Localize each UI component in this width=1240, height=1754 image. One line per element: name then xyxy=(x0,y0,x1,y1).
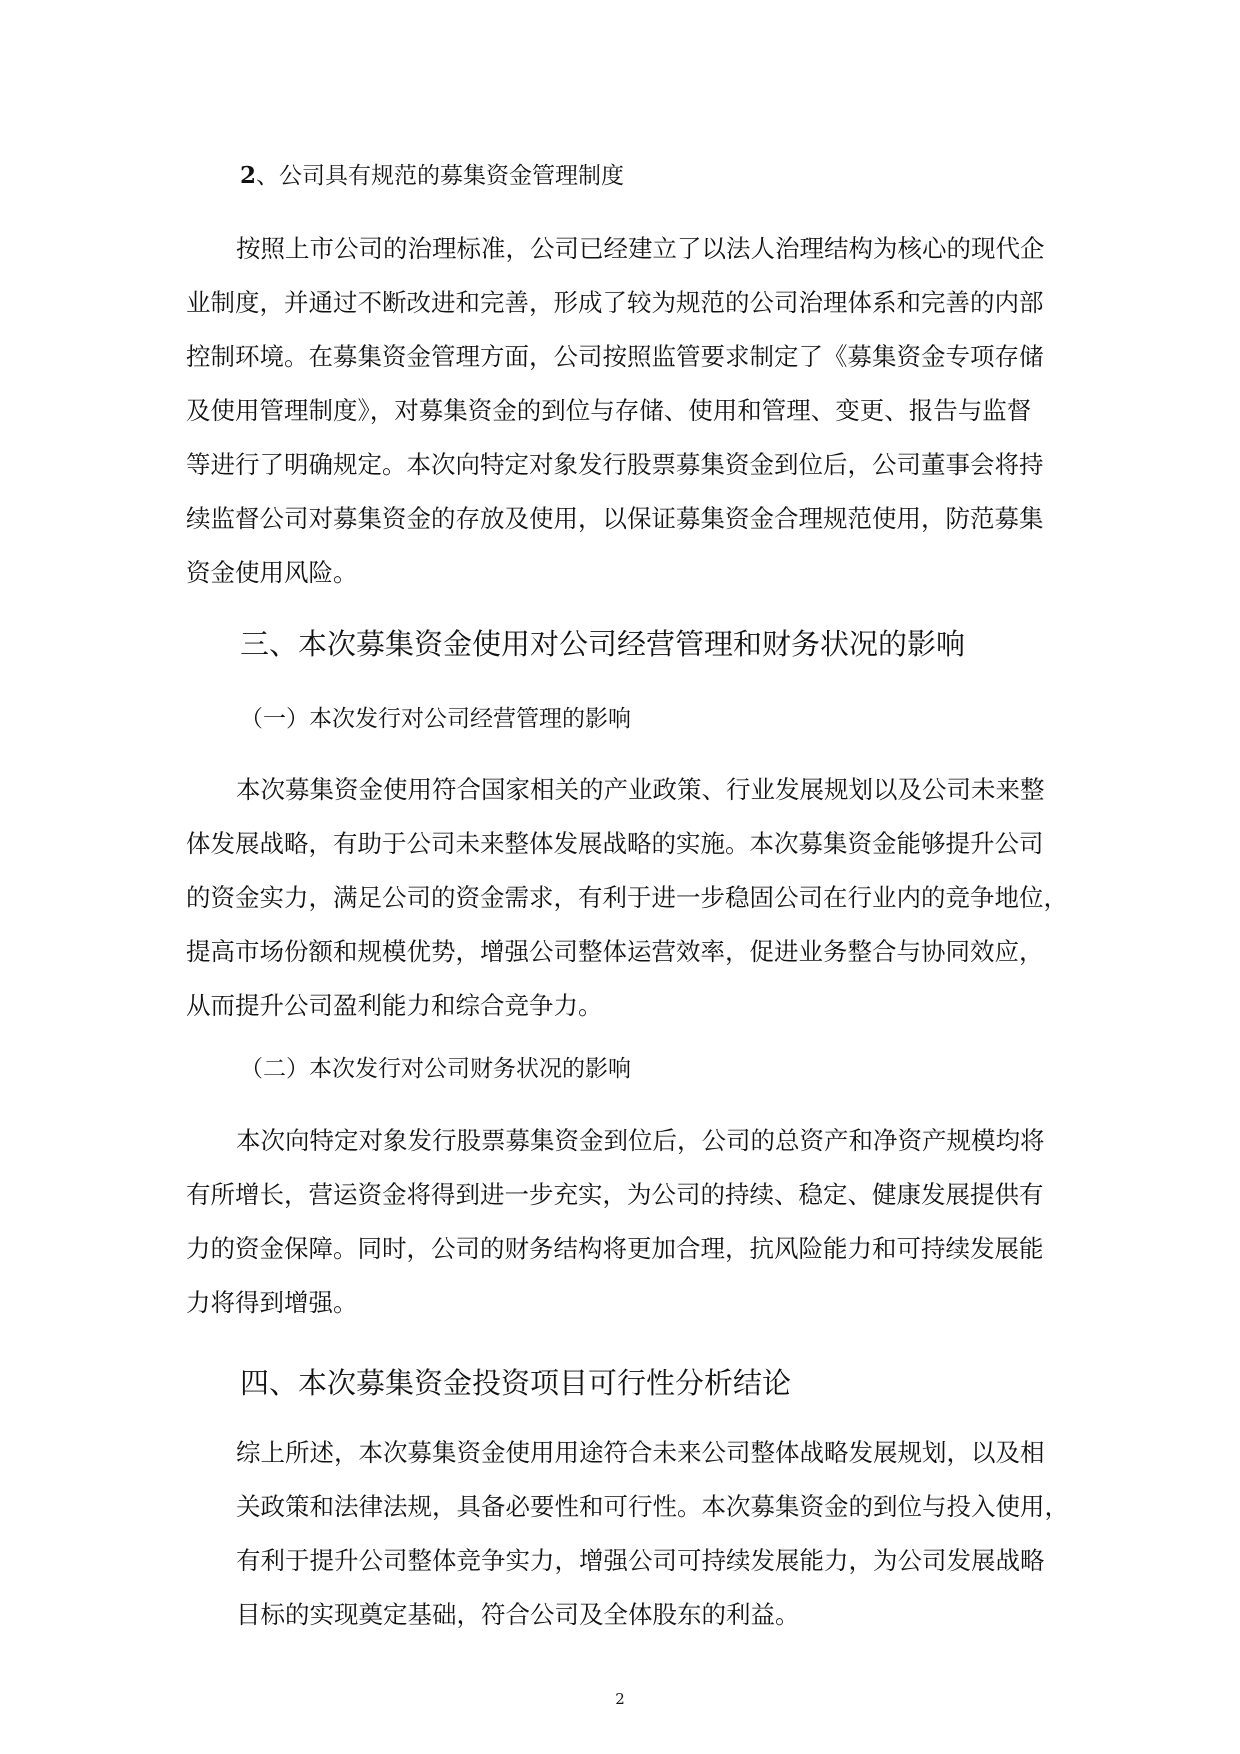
paragraph-line: 关政策和法律法规，具备必要性和可行性。本次募集资金的到位与投入使用， xyxy=(236,1492,1069,1521)
paragraph-line: 提高市场份额和规模优势，增强公司整体运营效率，促进业务整合与协同效应， xyxy=(186,937,1044,966)
paragraph-line: 力将得到增强。 xyxy=(186,1288,358,1317)
section-heading-3: 三、本次募集资金使用对公司经营管理和财务状况的影响 xyxy=(240,627,966,661)
subheading-2 xyxy=(240,161,624,191)
paragraph-line: 的资金实力，满足公司的资金需求，有利于进一步稳固公司在行业内的竞争地位， xyxy=(186,883,1068,912)
paragraph-line: 资金使用风险。 xyxy=(186,558,358,587)
paragraph-line: 按照上市公司的治理标准，公司已经建立了以法人治理结构为核心的现代企 xyxy=(236,234,1045,263)
paragraph-financial-impact xyxy=(186,1114,1066,1330)
paragraph-line: 有利于提升公司整体竞争实力，增强公司可持续发展能力，为公司发展战略 xyxy=(236,1546,1045,1575)
paragraph-line: 体发展战略，有助于公司未来整体发展战略的实施。本次募集资金能够提升公司 xyxy=(186,829,1044,858)
paragraph-line: 本次向特定对象发行股票募集资金到位后，公司的总资产和净资产规模均将 xyxy=(236,1126,1045,1155)
paragraph-line: 及使用管理制度》，对募集资金的到位与存储、使用和管理、变更、报告与监督 xyxy=(186,396,1032,425)
paragraph-fund-management xyxy=(186,222,1066,600)
paragraph-line: 本次募集资金使用符合国家相关的产业政策、行业发展规划以及公司未来整 xyxy=(236,775,1045,804)
paragraph-line: 力的资金保障。同时，公司的财务结构将更加合理，抗风险能力和可持续发展能 xyxy=(186,1234,1044,1263)
paragraph-line: 综上所述，本次募集资金使用用途符合未来公司整体战略发展规划，以及相 xyxy=(236,1438,1045,1467)
page-number: 2 xyxy=(615,1690,625,1708)
subsection-heading-1: （一）本次发行对公司经营管理的影响 xyxy=(240,706,631,732)
paragraph-line: 续监督公司对募集资金的存放及使用，以保证募集资金合理规范使用，防范募集 xyxy=(186,504,1044,533)
paragraph-line: 业制度，并通过不断改进和完善，形成了较为规范的公司治理体系和完善的内部 xyxy=(186,288,1044,317)
subheading-number: 2 xyxy=(240,162,257,189)
subheading-text: 、公司具有规范的募集资金管理制度 xyxy=(256,163,625,189)
paragraph-line: 有所增长，营运资金将得到进一步充实，为公司的持续、稳定、健康发展提供有 xyxy=(186,1180,1044,1209)
paragraph-line: 控制环境。在募集资金管理方面，公司按照监管要求制定了《募集资金专项存储 xyxy=(186,342,1044,371)
paragraph-line: 等进行了明确规定。本次向特定对象发行股票募集资金到位后，公司董事会将持 xyxy=(186,450,1044,479)
paragraph-conclusion xyxy=(236,1426,1076,1642)
paragraph-line: 从而提升公司盈利能力和综合竞争力。 xyxy=(186,991,603,1020)
paragraph-line: 目标的实现奠定基础，符合公司及全体股东的利益。 xyxy=(236,1600,800,1629)
paragraph-operations-impact xyxy=(186,763,1066,1033)
section-heading-4: 四、本次募集资金投资项目可行性分析结论 xyxy=(240,1366,792,1400)
subsection-heading-2: （二）本次发行对公司财务状况的影响 xyxy=(240,1056,631,1082)
